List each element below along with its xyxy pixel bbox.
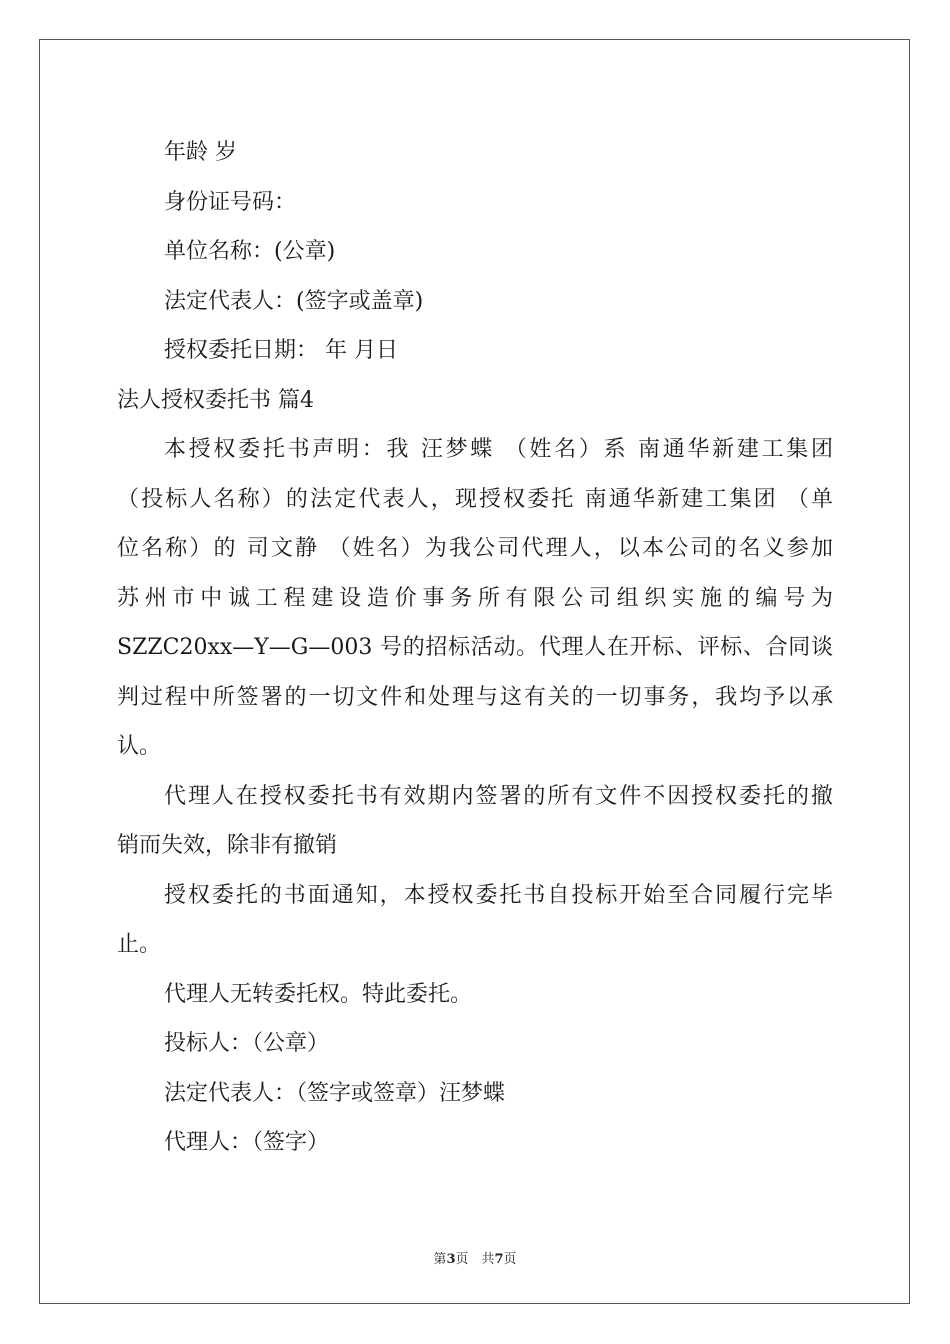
agent-sign-line: 代理人：（签字） — [164, 1130, 330, 1155]
paragraph-row: 本授权委托书声明：我 汪梦蝶 （姓名）系 南通华新建工集团 — [164, 437, 833, 462]
paragraph-row: 苏州市中诚工程建设造价事务所有限公司组织实施的编号为 — [117, 585, 833, 611]
footer-current-page: 3 — [446, 1252, 456, 1267]
page-footer — [0, 1248, 950, 1267]
legal-rep-sign-line: 法定代表人：（签字或签章）汪梦蝶 — [164, 1080, 506, 1106]
unit-name-line: 单位名称：(公章) — [164, 239, 336, 264]
paragraph-validity — [117, 772, 833, 871]
no-transfer-line: 代理人无转委托权。特此委托。 — [164, 981, 473, 1007]
id-number-line: 身份证号码： — [164, 189, 297, 215]
paragraph-row: 销而失效，除非有撤销 — [117, 833, 338, 858]
paragraph-notice — [117, 871, 833, 970]
age-line: 年龄 岁 — [164, 140, 237, 165]
document-body — [117, 128, 833, 1168]
paragraph-row: （投标人名称）的法定代表人，现授权委托 南通华新建工集团 （单 — [117, 486, 833, 512]
paragraph-row: 代理人在授权委托书有效期内签署的所有文件不因授权委托的撤 — [164, 783, 833, 809]
section-title: 法人授权委托书 篇4 — [117, 387, 314, 413]
footer-mid: 页 共 — [455, 1252, 495, 1267]
paragraph-row: 授权委托的书面通知，本授权委托书自投标开始至合同履行完毕 — [164, 882, 833, 908]
footer-prefix: 第 — [433, 1252, 447, 1267]
paragraph-declaration — [117, 425, 833, 772]
paragraph-row: 位名称）的 司文静 （姓名）为我公司代理人，以本公司的名义参加 — [117, 536, 833, 561]
paragraph-row: 判过程中所签署的一切文件和处理与这有关的一切事务，我均予以承 — [117, 684, 833, 710]
bidder-line: 投标人：（公章） — [164, 1031, 330, 1056]
paragraph-row: 止。 — [117, 932, 162, 957]
paragraph-row: 认。 — [117, 734, 162, 759]
footer-suffix: 页 — [503, 1252, 517, 1267]
footer-total-pages: 7 — [494, 1252, 504, 1267]
paragraph-row: SZZC20xx—Y—G—003 号的招标活动。代理人在开标、评标、合同谈 — [117, 635, 833, 660]
legal-rep-line: 法定代表人：(签字或盖章) — [164, 288, 424, 314]
auth-date-line: 授权委托日期： 年 月日 — [164, 338, 398, 363]
